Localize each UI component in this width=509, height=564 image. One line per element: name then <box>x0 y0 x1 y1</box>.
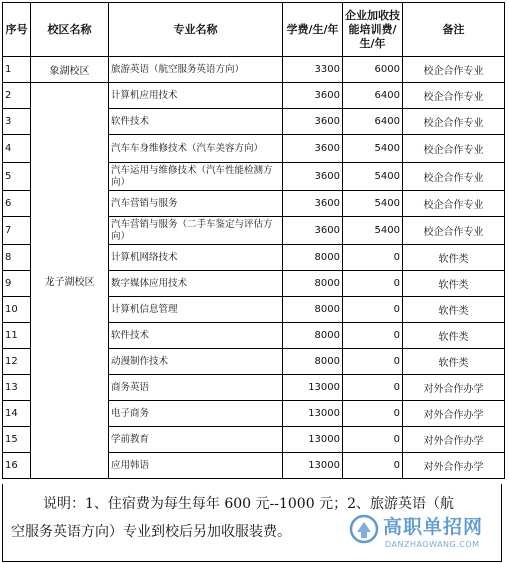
tuition-value: 3600 <box>283 83 343 109</box>
major-name: 汽车营销与服务（二手车鉴定与评估方向） <box>109 217 283 245</box>
major-name: 计算机应用技术 <box>109 83 283 109</box>
row-no: 9 <box>3 271 31 297</box>
explanation-note <box>2 484 502 562</box>
row-no: 12 <box>3 349 31 375</box>
watermark-name: 高职单招网 <box>383 516 484 538</box>
tuition-value: 13000 <box>283 453 343 479</box>
remark-value: 校企合作专业 <box>403 163 505 191</box>
tuition-value: 8000 <box>283 271 343 297</box>
row-no: 4 <box>3 135 31 163</box>
watermark-url: DANZHAOWANG.COM <box>385 540 480 549</box>
remark-value: 校企合作专业 <box>403 217 505 245</box>
row-no: 13 <box>3 375 31 401</box>
campus-name: 龙子湖校区 <box>31 83 109 479</box>
row-no: 10 <box>3 297 31 323</box>
header-campus: 校区名称 <box>31 3 109 57</box>
tuition-value: 8000 <box>283 349 343 375</box>
major-name: 软件技术 <box>109 109 283 135</box>
row-no: 2 <box>3 83 31 109</box>
training-fee-value: 0 <box>343 271 403 297</box>
tuition-value: 8000 <box>283 297 343 323</box>
campus-name: 象湖校区 <box>31 57 109 83</box>
tuition-value: 13000 <box>283 401 343 427</box>
table-row <box>3 83 505 109</box>
row-no: 1 <box>3 57 31 83</box>
training-fee-value: 0 <box>343 323 403 349</box>
row-no: 15 <box>3 427 31 453</box>
major-name: 汽车营销与服务 <box>109 191 283 217</box>
header-major: 专业名称 <box>109 3 283 57</box>
major-name: 计算机信息管理 <box>109 297 283 323</box>
remark-value: 软件类 <box>403 245 505 271</box>
major-name: 商务英语 <box>109 375 283 401</box>
remark-value: 校企合作专业 <box>403 191 505 217</box>
remark-value: 软件类 <box>403 271 505 297</box>
note-line-1: 说明：1、住宿费为每生每年 600 元--1000 元；2、旅游英语（航 <box>43 496 454 512</box>
header-tuition: 学费/生/年 <box>283 3 343 57</box>
tuition-value: 13000 <box>283 375 343 401</box>
major-name: 计算机网络技术 <box>109 245 283 271</box>
tuition-value: 13000 <box>283 427 343 453</box>
training-fee-value: 0 <box>343 401 403 427</box>
major-name: 汽车车身维修技术（汽车美容方向） <box>109 135 283 163</box>
row-no: 7 <box>3 217 31 245</box>
training-fee-value: 6000 <box>343 57 403 83</box>
remark-value: 校企合作专业 <box>403 57 505 83</box>
row-no: 11 <box>3 323 31 349</box>
major-name: 旅游英语（航空服务英语方向） <box>109 57 283 83</box>
training-fee-value: 6400 <box>343 83 403 109</box>
header-no: 序号 <box>3 3 31 57</box>
training-fee-value: 5400 <box>343 163 403 191</box>
row-no: 5 <box>3 163 31 191</box>
tuition-value: 3600 <box>283 191 343 217</box>
major-name: 动漫制作技术 <box>109 349 283 375</box>
remark-value: 对外合作办学 <box>403 453 505 479</box>
training-fee-value: 5400 <box>343 135 403 163</box>
remark-value: 对外合作办学 <box>403 427 505 453</box>
row-no: 14 <box>3 401 31 427</box>
training-fee-value: 0 <box>343 245 403 271</box>
major-name: 学前教育 <box>109 427 283 453</box>
remark-value: 对外合作办学 <box>403 401 505 427</box>
row-no: 16 <box>3 453 31 479</box>
fee-table <box>2 2 505 479</box>
major-name: 应用韩语 <box>109 453 283 479</box>
note-line-2: 空服务英语方向）专业到校后另加收服装费。 <box>11 524 291 540</box>
major-name: 数字媒体应用技术 <box>109 271 283 297</box>
major-name: 汽车运用与维修技术（汽车性能检测方向） <box>109 163 283 191</box>
training-fee-value: 6400 <box>343 109 403 135</box>
training-fee-value: 0 <box>343 375 403 401</box>
tuition-value: 3600 <box>283 135 343 163</box>
tuition-value: 3600 <box>283 217 343 245</box>
tuition-value: 3600 <box>283 163 343 191</box>
training-fee-value: 0 <box>343 349 403 375</box>
row-no: 8 <box>3 245 31 271</box>
tuition-value: 8000 <box>283 245 343 271</box>
major-name: 软件技术 <box>109 323 283 349</box>
training-fee-value: 5400 <box>343 217 403 245</box>
remark-value: 软件类 <box>403 297 505 323</box>
remark-value: 对外合作办学 <box>403 375 505 401</box>
remark-value: 校企合作专业 <box>403 135 505 163</box>
training-fee-value: 0 <box>343 297 403 323</box>
header-remarks: 备注 <box>403 3 505 57</box>
training-fee-value: 0 <box>343 453 403 479</box>
row-no: 6 <box>3 191 31 217</box>
training-fee-value: 5400 <box>343 191 403 217</box>
tuition-value: 3300 <box>283 57 343 83</box>
remark-value: 校企合作专业 <box>403 83 505 109</box>
major-name: 电子商务 <box>109 401 283 427</box>
tuition-value: 3600 <box>283 109 343 135</box>
remark-value: 校企合作专业 <box>403 109 505 135</box>
table-row <box>3 57 505 83</box>
training-fee-value: 0 <box>343 427 403 453</box>
header-training-fee: 企业加收技能培训费/生/年 <box>343 3 403 57</box>
remark-value: 软件类 <box>403 349 505 375</box>
row-no: 3 <box>3 109 31 135</box>
remark-value: 软件类 <box>403 323 505 349</box>
tuition-value: 8000 <box>283 323 343 349</box>
table-header-row <box>3 3 505 57</box>
